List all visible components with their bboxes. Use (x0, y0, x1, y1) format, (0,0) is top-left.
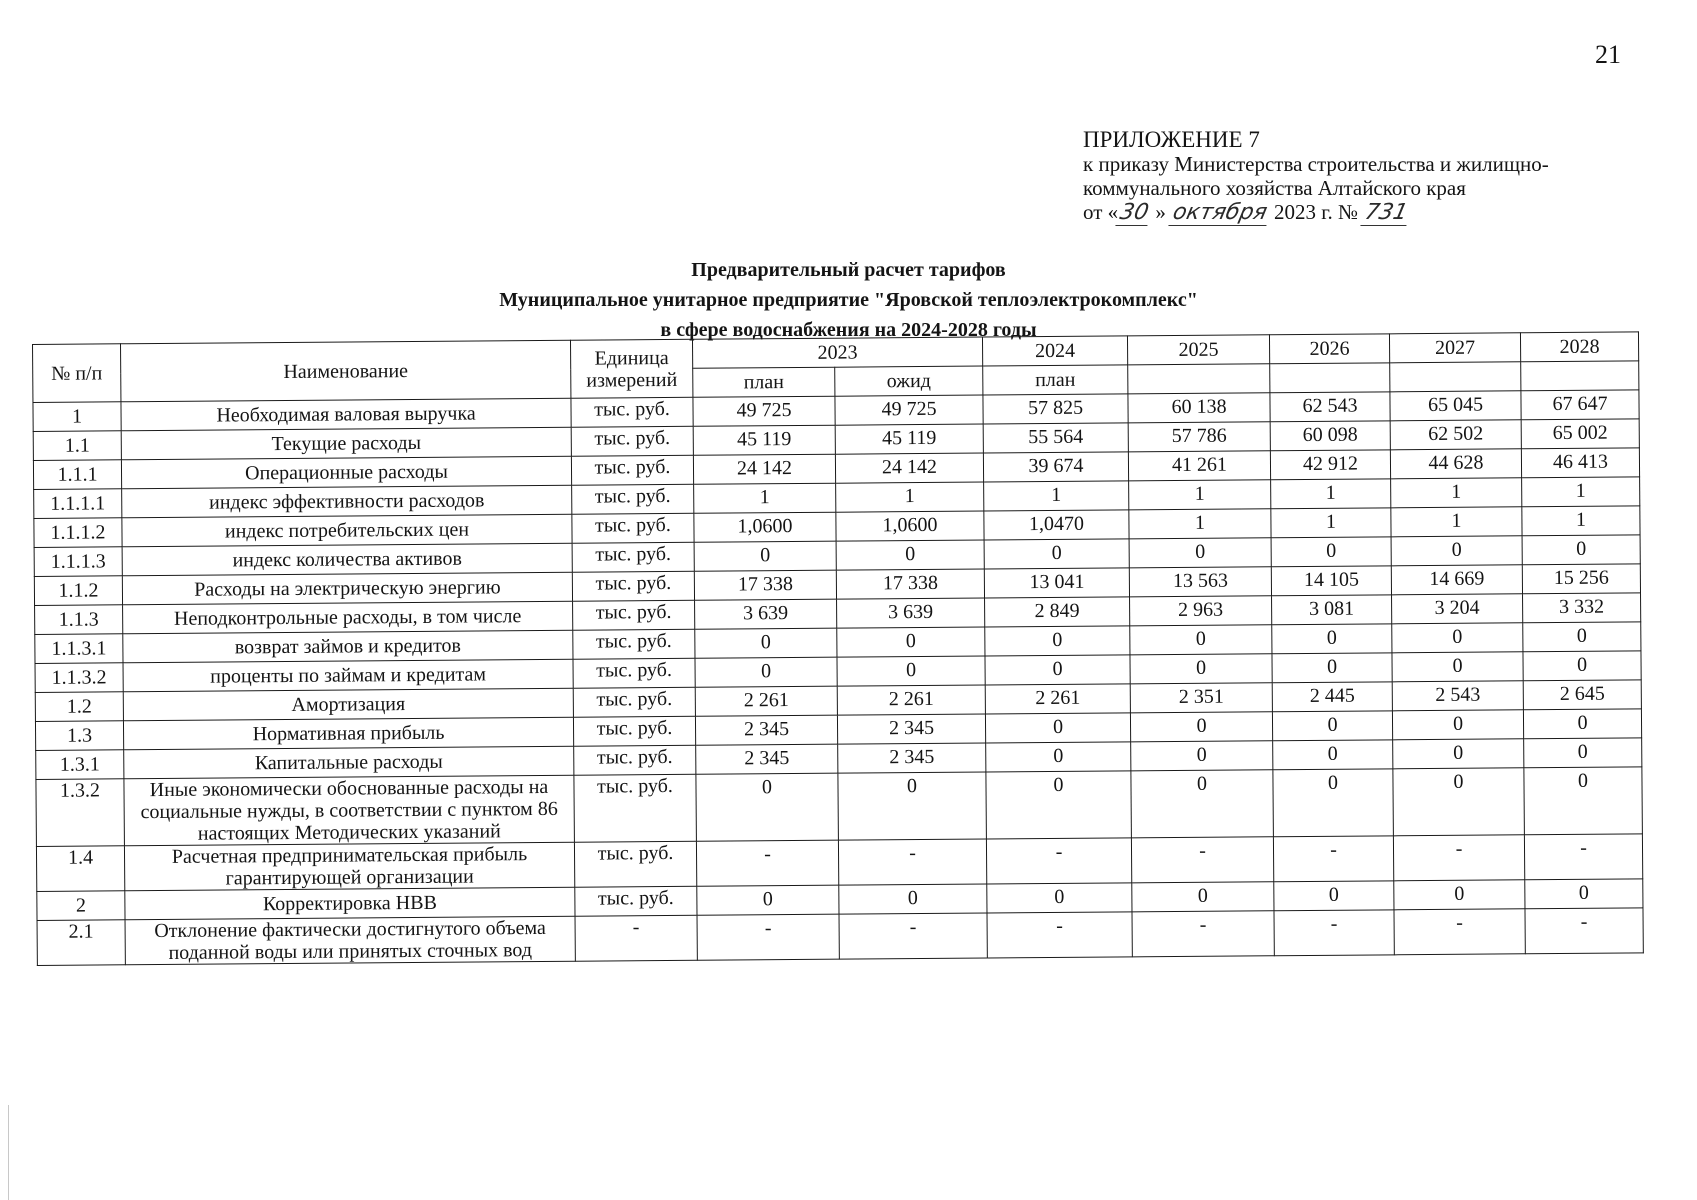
value-2025: 0 (1130, 654, 1272, 684)
value-2027: 1 (1391, 507, 1522, 537)
value-2027: 14 669 (1391, 565, 1522, 595)
value-2024: 0 (985, 713, 1130, 743)
value-2026: 1 (1271, 508, 1391, 538)
value-2025: 1 (1129, 509, 1271, 539)
row-name: Необходимая валовая выручка (121, 398, 571, 431)
header-name: Наименование (121, 340, 571, 402)
value-2028: 46 413 (1521, 448, 1639, 478)
row-number: 1.1.1 (33, 460, 121, 490)
row-unit: тыс. руб. (574, 774, 697, 842)
value-2025: 41 261 (1128, 451, 1270, 481)
value-2025: 0 (1130, 625, 1272, 655)
table-body (33, 390, 1643, 966)
value-2026: 0 (1272, 653, 1392, 683)
row-unit: тыс. руб. (574, 841, 696, 887)
row-unit: тыс. руб. (573, 629, 695, 659)
handwritten-day: 30 (1115, 201, 1152, 226)
value-2026: 42 912 (1270, 450, 1390, 480)
value-2027: 3 204 (1392, 594, 1523, 624)
value-2024: 2 261 (985, 684, 1130, 714)
header-plan-2023: план (693, 367, 835, 397)
value-2023-expected: 2 261 (837, 685, 985, 715)
value-2024: 39 674 (983, 452, 1128, 482)
header-expected-2023: ожид (835, 366, 983, 396)
value-2025: 2 351 (1130, 683, 1272, 713)
row-name: Корректировка НВВ (125, 887, 575, 920)
value-2023-plan: 0 (695, 657, 837, 687)
header-unit: Единица измерений (570, 339, 692, 398)
value-2026: - (1274, 910, 1394, 956)
row-name: Иные экономически обоснованные расходы на социальные нужды, в соответствии с пунктом 86 настоящих Методических указаний (124, 775, 575, 846)
heading-line-3: в сфере водоснабжения на 2024-2028 годы (660, 319, 1037, 341)
value-2023-expected: 45 119 (835, 424, 983, 454)
handwritten-order-number: 731 (1361, 201, 1412, 226)
value-2027: 0 (1393, 739, 1524, 769)
value-2028: 1 (1522, 506, 1640, 536)
value-2027: 0 (1392, 652, 1523, 682)
table-row (36, 767, 1642, 847)
value-2024: 1 (984, 481, 1129, 511)
value-2023-expected: 49 725 (835, 395, 983, 425)
value-2024: - (987, 912, 1132, 958)
value-2023-expected: 2 345 (838, 743, 986, 773)
row-unit: тыс. руб. (572, 571, 694, 601)
value-2023-plan: 24 142 (693, 454, 835, 484)
row-number: 1.1.3.1 (35, 634, 123, 664)
value-2025: 1 (1129, 480, 1271, 510)
header-plan-2024: план (983, 365, 1128, 395)
header-year-2025: 2025 (1127, 335, 1269, 365)
value-2024: 0 (984, 539, 1129, 569)
value-2025: 0 (1132, 882, 1274, 912)
appendix-block (1083, 128, 1549, 226)
row-unit: - (575, 915, 697, 961)
document-heading (0, 255, 1697, 345)
date-year: 2023 г. № (1273, 200, 1359, 224)
value-2025: 60 138 (1128, 393, 1270, 423)
value-2025: 0 (1131, 741, 1273, 771)
row-name: Расчетная предпринимательская прибыль гарантирующей организации (124, 842, 574, 891)
row-number: 1.1.1.1 (34, 489, 122, 519)
header-year-2023: 2023 (692, 337, 982, 368)
row-unit: тыс. руб. (574, 745, 696, 775)
header-year-2028: 2028 (1520, 332, 1638, 362)
value-2026: 0 (1273, 769, 1394, 837)
value-2026: 0 (1271, 537, 1391, 567)
value-2023-expected: - (838, 839, 986, 885)
value-2028: 0 (1523, 622, 1641, 652)
value-2026: 0 (1274, 881, 1394, 911)
value-2024: 0 (986, 771, 1132, 839)
row-name: Нормативная прибыль (123, 717, 573, 750)
appendix-date-line (1083, 200, 1549, 226)
row-name: возврат займов и кредитов (123, 630, 573, 663)
row-name: индекс эффективности расходов (122, 485, 572, 518)
value-2025: - (1132, 911, 1274, 957)
value-2025: - (1131, 837, 1273, 883)
row-unit: тыс. руб. (572, 513, 694, 543)
value-2024: 13 041 (984, 568, 1129, 598)
value-2024: 57 825 (983, 394, 1128, 424)
value-2027: 0 (1392, 710, 1523, 740)
value-2028: 15 256 (1522, 564, 1640, 594)
row-name: Амортизация (123, 688, 573, 721)
value-2028: 1 (1522, 477, 1640, 507)
row-number: 1.1.1.2 (34, 518, 122, 548)
value-2028: 0 (1525, 879, 1643, 909)
row-number: 1.3.2 (36, 779, 125, 847)
appendix-line-2: коммунального хозяйства Алтайского края (1083, 176, 1466, 200)
appendix-line-1: к приказу Министерства строительства и жилищно- (1083, 152, 1549, 176)
row-unit: тыс. руб. (573, 600, 695, 630)
header-year-2027: 2027 (1389, 333, 1520, 363)
value-2023-expected: - (839, 913, 987, 959)
header-empty-2026 (1270, 363, 1390, 393)
header-empty-2027 (1390, 362, 1521, 392)
row-number: 2.1 (37, 920, 125, 966)
value-2023-plan: 1 (694, 483, 836, 513)
row-name: Неподконтрольные расходы, в том числе (123, 601, 573, 634)
row-unit: тыс. руб. (571, 397, 693, 427)
value-2027: 0 (1393, 768, 1525, 836)
value-2024: 55 564 (983, 423, 1128, 453)
value-2024: 0 (985, 655, 1130, 685)
value-2023-plan: 0 (695, 628, 837, 658)
value-2027: 62 502 (1390, 420, 1521, 450)
value-2028: 65 002 (1521, 419, 1639, 449)
value-2026: 1 (1271, 479, 1391, 509)
value-2026: 0 (1272, 624, 1392, 654)
value-2025: 13 563 (1129, 567, 1271, 597)
value-2027: 1 (1391, 478, 1522, 508)
value-2027: 0 (1391, 536, 1522, 566)
row-unit: тыс. руб. (572, 542, 694, 572)
value-2023-plan: 0 (696, 773, 839, 841)
value-2025: 57 786 (1128, 422, 1270, 452)
value-2023-plan: - (697, 914, 839, 960)
value-2028: 0 (1523, 651, 1641, 681)
row-number: 1.3.1 (36, 750, 124, 780)
value-2023-expected: 0 (836, 540, 984, 570)
value-2028: 0 (1524, 767, 1643, 835)
value-2024: 1,0470 (984, 510, 1129, 540)
row-name: Капитальные расходы (124, 746, 574, 779)
row-unit: тыс. руб. (575, 886, 697, 916)
row-number: 1.1.3 (35, 605, 123, 635)
value-2024: 2 849 (985, 597, 1130, 627)
value-2023-expected: 1,0600 (836, 511, 984, 541)
value-2023-plan: 17 338 (694, 570, 836, 600)
row-name: проценты по займам и кредитам (123, 659, 573, 692)
heading-line-1: Предварительный расчет тарифов (691, 259, 1006, 281)
row-unit: тыс. руб. (573, 687, 695, 717)
row-number: 1.1.3.2 (35, 663, 123, 693)
value-2023-plan: 1,0600 (694, 512, 836, 542)
value-2023-plan: 49 725 (693, 396, 835, 426)
value-2027: 0 (1394, 880, 1525, 910)
value-2026: 3 081 (1272, 595, 1392, 625)
value-2024: 0 (986, 742, 1131, 772)
value-2023-expected: 0 (838, 772, 987, 840)
value-2027: 2 543 (1392, 681, 1523, 711)
value-2025: 0 (1130, 712, 1272, 742)
value-2026: 60 098 (1270, 421, 1390, 451)
value-2028: 67 647 (1521, 390, 1639, 420)
value-2028: 0 (1524, 738, 1642, 768)
header-year-2026: 2026 (1269, 334, 1389, 364)
value-2025: 0 (1131, 770, 1274, 838)
row-unit: тыс. руб. (571, 426, 693, 456)
value-2026: 2 445 (1272, 682, 1392, 712)
value-2024: 0 (987, 883, 1132, 913)
value-2027: - (1394, 909, 1525, 955)
value-2026: 0 (1272, 711, 1392, 741)
value-2023-expected: 0 (839, 884, 987, 914)
value-2023-expected: 0 (837, 627, 985, 657)
value-2023-plan: 2 345 (696, 744, 838, 774)
handwritten-month: октября (1168, 201, 1271, 226)
row-name: Текущие расходы (121, 427, 571, 460)
value-2026: 0 (1273, 740, 1393, 770)
date-mid: » (1155, 200, 1166, 224)
row-number: 1.1 (33, 431, 121, 461)
scan-margin-line (8, 1105, 9, 1200)
row-number: 1.2 (35, 692, 123, 722)
value-2023-expected: 0 (837, 656, 985, 686)
value-2025: 0 (1129, 538, 1271, 568)
value-2028: 0 (1522, 535, 1640, 565)
row-name: Операционные расходы (121, 456, 571, 489)
row-number: 1.1.1.3 (34, 547, 122, 577)
value-2027: 0 (1392, 623, 1523, 653)
appendix-title: ПРИЛОЖЕНИЕ 7 (1083, 127, 1260, 152)
row-number: 1.1.2 (34, 576, 122, 606)
row-unit: тыс. руб. (573, 716, 695, 746)
row-number: 1.4 (36, 846, 124, 892)
row-unit: тыс. руб. (571, 455, 693, 485)
heading-line-2: Муниципальное унитарное предприятие "Яровской теплоэлектрокомплекс" (499, 289, 1198, 311)
value-2023-expected: 24 142 (835, 453, 983, 483)
value-2028: 2 645 (1523, 680, 1641, 710)
header-empty-2028 (1521, 361, 1639, 391)
value-2028: - (1525, 908, 1643, 954)
value-2026: 62 543 (1270, 392, 1390, 422)
value-2023-plan: 45 119 (693, 425, 835, 455)
row-name: Расходы на электрическую энергию (122, 572, 572, 605)
header-empty-2025 (1128, 364, 1270, 394)
header-year-2024: 2024 (982, 336, 1127, 366)
value-2028: 3 332 (1523, 593, 1641, 623)
tariff-table (32, 331, 1644, 966)
value-2024: - (986, 838, 1131, 884)
row-number: 1 (33, 402, 121, 432)
row-name: Отклонение фактически достигнутого объема поданной воды или принятых сточных вод (125, 916, 575, 965)
page-number: 21 (1595, 40, 1621, 69)
value-2026: - (1273, 836, 1393, 882)
value-2024: 0 (985, 626, 1130, 656)
value-2023-plan: - (696, 840, 838, 886)
row-number: 2 (37, 891, 125, 921)
value-2027: 65 045 (1390, 391, 1521, 421)
value-2023-plan: 0 (697, 885, 839, 915)
value-2023-expected: 1 (836, 482, 984, 512)
value-2023-plan: 2 261 (695, 686, 837, 716)
value-2025: 2 963 (1130, 596, 1272, 626)
value-2027: - (1393, 835, 1524, 881)
header-num: № п/п (33, 344, 121, 403)
value-2023-plan: 0 (694, 541, 836, 571)
date-prefix: от « (1083, 200, 1119, 224)
value-2028: 0 (1523, 709, 1641, 739)
row-name: индекс потребительских цен (122, 514, 572, 547)
value-2027: 44 628 (1390, 449, 1521, 479)
row-unit: тыс. руб. (572, 484, 694, 514)
row-name: индекс количества активов (122, 543, 572, 576)
value-2028: - (1524, 834, 1642, 880)
value-2023-expected: 17 338 (836, 569, 984, 599)
value-2023-plan: 3 639 (695, 599, 837, 629)
value-2023-plan: 2 345 (695, 715, 837, 745)
row-unit: тыс. руб. (573, 658, 695, 688)
value-2023-expected: 2 345 (837, 714, 985, 744)
value-2023-expected: 3 639 (837, 598, 985, 628)
row-number: 1.3 (35, 721, 123, 751)
value-2026: 14 105 (1271, 566, 1391, 596)
